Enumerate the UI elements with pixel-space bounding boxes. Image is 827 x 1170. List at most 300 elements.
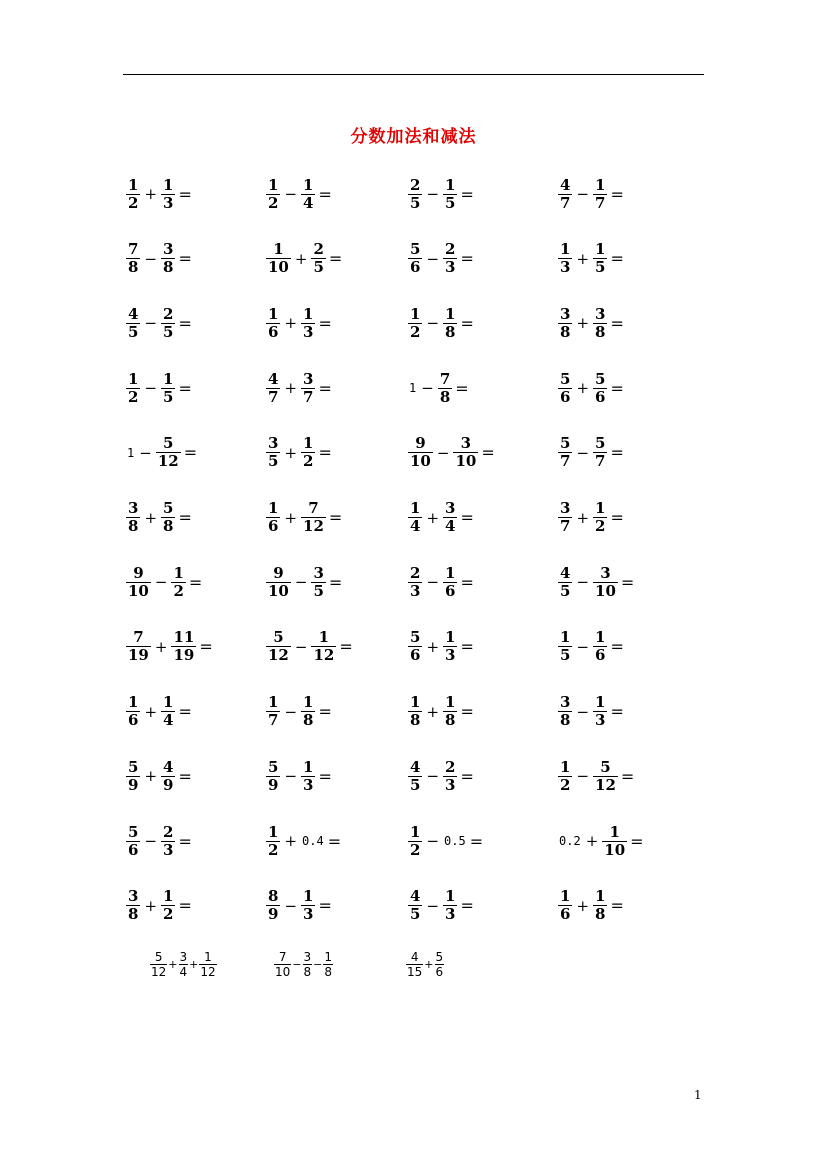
equals-sign: = <box>178 313 192 333</box>
numerator: 1 <box>303 693 314 712</box>
plus-sign: + <box>284 443 298 462</box>
fraction <box>274 950 291 979</box>
problem <box>125 431 197 475</box>
fraction <box>443 500 457 535</box>
denominator: 8 <box>560 711 571 730</box>
problem <box>407 431 495 475</box>
numerator: 4 <box>410 949 419 964</box>
minus-sign: − <box>576 443 590 462</box>
denominator: 12 <box>595 775 616 794</box>
denominator: 8 <box>163 517 174 535</box>
plus-sign: + <box>284 379 298 398</box>
fraction <box>150 950 167 979</box>
fraction <box>593 177 607 212</box>
denominator: 12 <box>200 964 216 979</box>
fraction <box>558 177 572 212</box>
numerator: 3 <box>128 499 139 517</box>
denominator: 5 <box>595 258 606 277</box>
problem <box>265 690 332 734</box>
denominator: 6 <box>560 387 571 406</box>
equals-sign: = <box>327 831 342 851</box>
numerator: 2 <box>410 563 421 582</box>
problem <box>557 560 634 604</box>
denominator: 7 <box>268 387 279 406</box>
equals-sign: = <box>183 443 198 463</box>
numerator: 9 <box>133 563 144 582</box>
fraction <box>593 435 607 470</box>
denominator: 8 <box>303 964 312 979</box>
plus-sign: + <box>585 832 599 850</box>
equals-sign: = <box>460 313 474 333</box>
fraction <box>126 177 140 212</box>
problem <box>557 496 624 540</box>
fraction <box>179 950 189 979</box>
plus-sign: + <box>294 249 308 268</box>
plus-sign: + <box>284 508 298 527</box>
denominator: 3 <box>445 775 456 794</box>
fraction <box>406 950 423 979</box>
equals-sign: = <box>178 896 192 916</box>
fraction <box>558 694 572 729</box>
equals-sign: = <box>610 443 624 463</box>
numerator: 5 <box>560 434 571 453</box>
minus-sign: − <box>426 896 440 915</box>
denominator: 10 <box>268 581 289 600</box>
fraction <box>558 306 572 341</box>
numerator: 7 <box>278 949 287 964</box>
problem <box>557 237 624 281</box>
plus-sign: + <box>189 957 199 971</box>
numerator: 1 <box>595 693 606 712</box>
numerator: 1 <box>173 563 184 582</box>
fraction <box>161 824 175 859</box>
problem <box>407 560 474 604</box>
numerator: 5 <box>128 757 139 776</box>
fraction <box>311 565 325 600</box>
denominator: 6 <box>128 711 139 730</box>
equals-sign: = <box>610 378 624 398</box>
whole-number: 0.5 <box>444 834 466 848</box>
problem <box>407 884 474 928</box>
plus-sign: + <box>144 702 158 721</box>
equals-sign: = <box>610 313 624 333</box>
numerator: 4 <box>410 887 421 906</box>
fraction <box>408 241 422 276</box>
denominator: 8 <box>128 905 139 924</box>
numerator: 1 <box>324 949 332 964</box>
denominator: 5 <box>560 581 571 600</box>
minus-sign: − <box>284 702 298 721</box>
denominator: 5 <box>560 646 571 665</box>
fraction <box>126 888 140 923</box>
numerator: 2 <box>410 175 421 194</box>
denominator: 9 <box>268 775 279 794</box>
fraction <box>593 241 607 276</box>
numerator: 5 <box>410 240 421 259</box>
fraction <box>593 371 607 406</box>
fraction <box>593 629 607 664</box>
problem-row <box>125 819 705 863</box>
equals-sign: = <box>318 184 332 204</box>
whole-number: 1 <box>127 445 135 460</box>
denominator: 7 <box>595 452 606 471</box>
problem <box>265 366 332 410</box>
fraction <box>558 759 572 794</box>
denominator: 8 <box>410 711 421 730</box>
denominator: 3 <box>163 193 174 212</box>
denominator: 12 <box>313 646 335 665</box>
numerator: 3 <box>303 949 312 964</box>
denominator: 3 <box>445 646 456 665</box>
fraction <box>301 371 315 406</box>
problem <box>265 754 332 798</box>
denominator: 6 <box>445 581 456 600</box>
denominator: 5 <box>128 322 139 341</box>
numerator: 4 <box>163 757 174 776</box>
equals-sign: = <box>620 766 635 786</box>
numerator: 3 <box>163 240 174 259</box>
fraction <box>593 759 618 794</box>
fraction <box>558 565 572 600</box>
equals-sign: = <box>460 572 474 592</box>
denominator: 6 <box>560 905 571 924</box>
problem <box>265 237 342 281</box>
fraction <box>301 694 315 729</box>
problem <box>125 754 192 798</box>
denominator: 3 <box>595 711 606 730</box>
fraction <box>266 888 280 923</box>
denominator: 10 <box>410 452 431 471</box>
fraction <box>199 950 216 979</box>
numerator: 8 <box>268 887 279 906</box>
fraction <box>558 629 572 664</box>
fraction <box>408 177 422 212</box>
problem <box>407 237 474 281</box>
equals-sign: = <box>318 702 332 722</box>
denominator: 5 <box>163 387 174 406</box>
plus-sign: + <box>284 314 298 333</box>
numerator: 5 <box>435 949 444 964</box>
numerator: 4 <box>128 304 139 323</box>
denominator: 7 <box>560 452 571 471</box>
fraction <box>408 824 422 859</box>
denominator: 6 <box>595 646 606 665</box>
equals-sign: = <box>610 508 624 527</box>
fraction <box>602 824 627 859</box>
fraction <box>161 177 175 212</box>
fraction <box>438 371 452 406</box>
fraction <box>266 824 280 859</box>
numerator: 1 <box>445 693 456 712</box>
equals-sign: = <box>188 572 203 592</box>
equals-sign: = <box>630 831 644 851</box>
minus-sign: − <box>284 185 298 203</box>
numerator: 11 <box>173 628 195 647</box>
plus-sign: + <box>144 767 158 786</box>
equals-sign: = <box>318 313 332 333</box>
plus-sign: + <box>576 314 590 333</box>
numerator: 1 <box>303 434 314 453</box>
numerator: 3 <box>595 304 606 323</box>
denominator: 8 <box>560 322 571 341</box>
problem-row <box>125 690 705 734</box>
worksheet-title: 分数加法和减法 <box>350 127 477 147</box>
plus-sign: + <box>168 957 178 971</box>
denominator: 7 <box>560 193 571 212</box>
numerator: 9 <box>415 434 426 453</box>
denominator: 3 <box>445 258 456 277</box>
denominator: 10 <box>275 964 291 979</box>
denominator: 10 <box>455 452 477 471</box>
fraction <box>126 694 140 729</box>
numerator: 5 <box>273 628 284 647</box>
equals-sign: = <box>199 637 213 657</box>
denominator: 8 <box>439 387 451 406</box>
problem <box>125 301 192 345</box>
fraction <box>303 950 313 979</box>
numerator: 1 <box>204 949 212 964</box>
problem <box>407 301 474 345</box>
numerator: 5 <box>154 949 163 964</box>
problem-row-last <box>125 942 705 986</box>
minus-sign: − <box>284 767 298 786</box>
equals-sign: = <box>339 637 353 657</box>
fraction <box>311 629 336 664</box>
fraction <box>266 694 280 729</box>
fraction <box>266 177 280 212</box>
problem <box>265 625 353 669</box>
problem <box>407 690 474 734</box>
minus-sign: − <box>426 249 440 268</box>
numerator: 7 <box>133 628 144 647</box>
fraction <box>408 565 422 600</box>
plus-sign: + <box>426 637 440 656</box>
numerator: 1 <box>163 693 174 712</box>
equals-sign: = <box>328 572 343 592</box>
equals-sign: = <box>455 378 469 398</box>
fraction <box>558 888 572 923</box>
fraction <box>443 241 457 276</box>
fraction <box>593 565 618 600</box>
minus-sign: − <box>576 702 590 721</box>
problem <box>125 625 213 669</box>
fraction <box>301 888 315 923</box>
problem <box>265 819 341 863</box>
fraction <box>161 500 175 535</box>
equals-sign: = <box>481 443 495 463</box>
numerator: 5 <box>410 628 421 647</box>
problem <box>407 366 469 410</box>
problem-row <box>125 560 705 604</box>
problem <box>557 754 634 798</box>
numerator: 7 <box>439 369 451 388</box>
numerator: 3 <box>313 563 324 582</box>
numerator: 4 <box>560 175 571 194</box>
fraction <box>126 371 140 406</box>
fraction <box>301 759 315 794</box>
fraction <box>443 888 457 923</box>
problem <box>557 625 624 669</box>
problem <box>407 754 474 798</box>
problem <box>407 496 474 540</box>
minus-sign: − <box>292 957 302 971</box>
denominator: 19 <box>128 646 149 665</box>
denominator: 2 <box>303 452 314 471</box>
denominator: 5 <box>313 258 324 277</box>
fraction <box>126 565 151 600</box>
fraction <box>593 694 607 729</box>
minus-sign: − <box>576 573 590 592</box>
denominator: 12 <box>157 452 179 471</box>
numerator: 1 <box>445 628 456 647</box>
numerator: 5 <box>163 434 174 453</box>
fraction <box>453 435 478 470</box>
problem-row <box>125 172 705 216</box>
minus-sign: − <box>426 314 440 333</box>
denominator: 7 <box>303 387 314 406</box>
problem <box>125 690 192 734</box>
whole-number: 1 <box>409 381 417 396</box>
numerator: 1 <box>303 304 314 323</box>
plus-sign: + <box>424 957 434 971</box>
whole-number: 0.2 <box>559 834 581 848</box>
denominator: 8 <box>324 964 332 979</box>
numerator: 3 <box>445 499 456 517</box>
problem <box>557 819 644 863</box>
denominator: 5 <box>410 193 421 212</box>
equals-sign: = <box>178 702 192 722</box>
denominator: 6 <box>268 517 279 535</box>
denominator: 9 <box>128 775 139 794</box>
fraction <box>266 371 280 406</box>
numerator: 4 <box>410 757 421 776</box>
equals-sign: = <box>178 508 192 527</box>
fraction <box>558 435 572 470</box>
fraction <box>171 565 185 600</box>
equals-sign: = <box>610 896 624 916</box>
numerator: 1 <box>268 693 279 712</box>
problem <box>125 819 192 863</box>
denominator: 12 <box>151 964 167 979</box>
problem-row <box>125 301 705 345</box>
problem <box>125 237 192 281</box>
fraction <box>593 888 607 923</box>
fraction <box>301 177 315 212</box>
problem <box>125 496 192 540</box>
denominator: 2 <box>268 840 279 859</box>
minus-sign: − <box>426 832 440 850</box>
numerator: 1 <box>595 240 606 259</box>
plus-sign: + <box>144 896 158 915</box>
numerator: 1 <box>268 175 279 194</box>
numerator: 1 <box>318 628 330 647</box>
denominator: 3 <box>445 905 456 924</box>
denominator: 3 <box>560 258 571 277</box>
numerator: 1 <box>595 628 606 647</box>
numerator: 5 <box>595 369 606 388</box>
numerator: 1 <box>595 499 606 517</box>
numerator: 2 <box>163 822 174 841</box>
minus-sign: − <box>144 832 158 850</box>
numerator: 1 <box>128 693 139 712</box>
fraction <box>443 177 457 212</box>
numerator: 1 <box>163 175 174 194</box>
denominator: 8 <box>303 711 314 730</box>
numerator: 1 <box>268 304 279 323</box>
equals-sign: = <box>328 249 343 269</box>
plus-sign: + <box>426 508 440 527</box>
denominator: 9 <box>268 905 279 924</box>
numerator: 3 <box>268 434 279 453</box>
problem <box>557 301 624 345</box>
fraction <box>161 759 175 794</box>
numerator: 1 <box>273 240 284 259</box>
denominator: 19 <box>173 646 195 665</box>
denominator: 6 <box>595 387 606 406</box>
fraction <box>408 306 422 341</box>
equals-sign: = <box>620 572 635 592</box>
equals-sign: = <box>318 443 332 463</box>
denominator: 5 <box>445 193 456 212</box>
fraction <box>266 759 280 794</box>
denominator: 3 <box>410 581 421 600</box>
fraction <box>408 888 422 923</box>
denominator: 5 <box>410 905 421 924</box>
page-number: 1 <box>694 1088 702 1102</box>
problem-row <box>125 754 705 798</box>
denominator: 8 <box>128 258 139 277</box>
fraction <box>126 824 140 859</box>
denominator: 4 <box>445 517 456 535</box>
numerator: 1 <box>410 822 421 841</box>
denominator: 10 <box>595 581 616 600</box>
fraction <box>126 241 140 276</box>
denominator: 15 <box>407 964 423 979</box>
denominator: 3 <box>303 775 314 794</box>
fraction <box>593 306 607 341</box>
equals-sign: = <box>469 831 484 851</box>
denominator: 2 <box>560 775 571 794</box>
numerator: 2 <box>445 240 456 259</box>
fraction <box>443 759 457 794</box>
fraction <box>443 694 457 729</box>
numerator: 1 <box>410 499 421 517</box>
plus-sign: + <box>144 185 158 203</box>
numerator: 3 <box>560 304 571 323</box>
fraction <box>408 435 433 470</box>
fraction <box>558 371 572 406</box>
numerator: 7 <box>308 499 319 517</box>
fraction <box>266 241 291 276</box>
minus-sign: − <box>576 185 590 203</box>
fraction <box>266 500 280 535</box>
problem <box>265 560 342 604</box>
denominator: 8 <box>445 322 456 341</box>
equals-sign: = <box>178 831 192 851</box>
denominator: 12 <box>268 646 289 665</box>
equals-sign: = <box>318 378 332 398</box>
numerator: 1 <box>609 822 620 841</box>
problem <box>125 172 192 216</box>
denominator: 2 <box>163 905 174 924</box>
minus-sign: − <box>154 573 168 592</box>
fraction <box>161 371 175 406</box>
problem <box>557 366 624 410</box>
fraction <box>266 435 280 470</box>
minus-sign: − <box>144 379 158 398</box>
equals-sign: = <box>610 637 624 657</box>
numerator: 1 <box>445 563 456 582</box>
